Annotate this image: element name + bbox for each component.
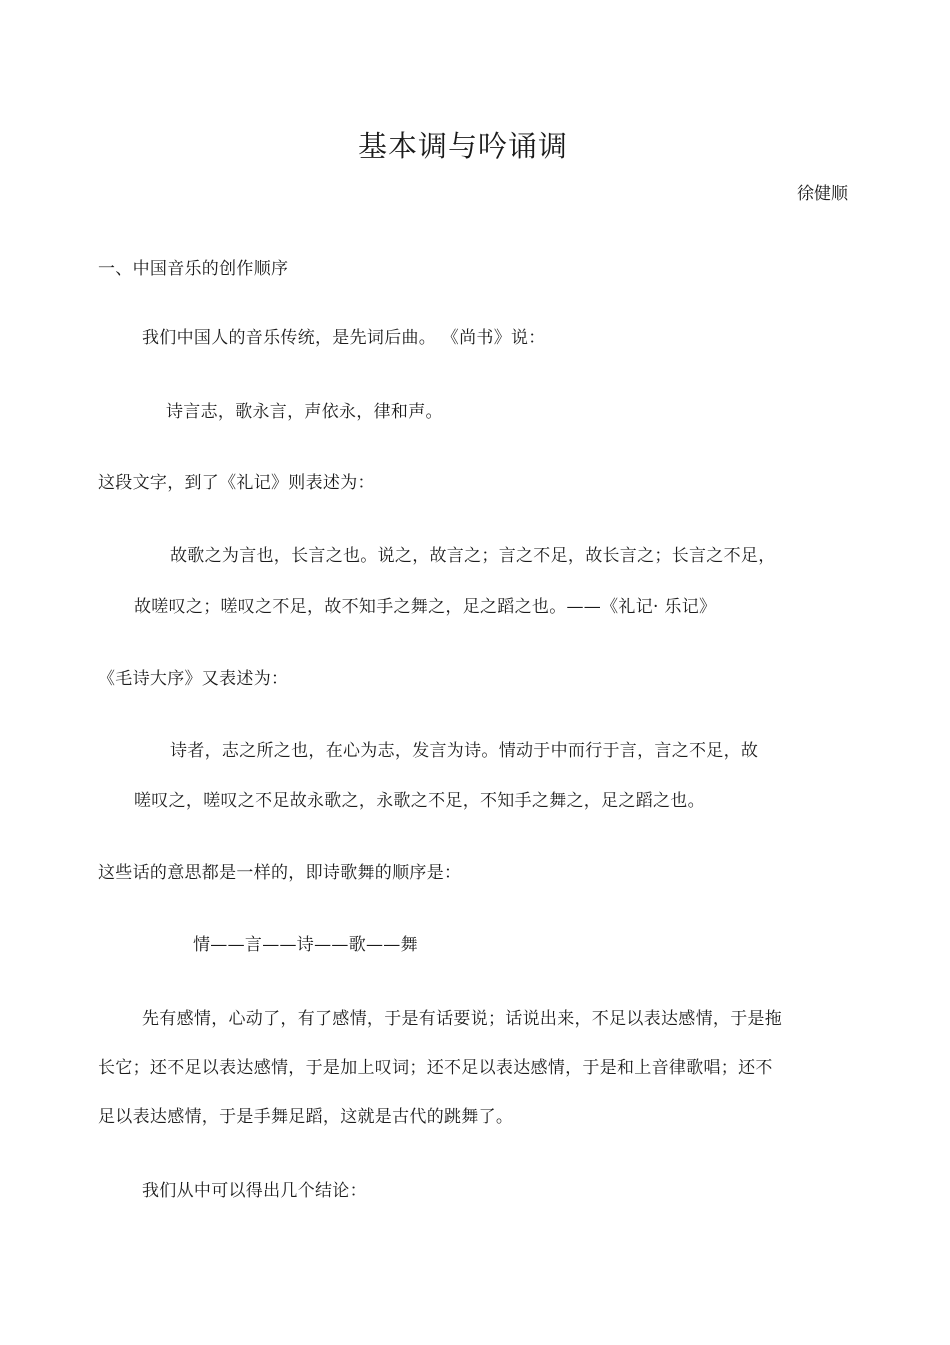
sequence-line: 情——言——诗——歌——舞 <box>193 935 418 955</box>
quote-2-line-1: 故歌之为言也，长言之也。说之，故言之；言之不足，故长言之；长言之不足， <box>170 546 776 566</box>
section-heading: 一、中国音乐的创作顺序 <box>98 259 289 279</box>
author-name: 徐健顺 <box>797 184 848 204</box>
document-title: 基本调与吟诵调 <box>357 129 568 163</box>
paragraph-3: 《毛诗大序》又表述为： <box>98 669 289 689</box>
paragraph-1: 我们中国人的音乐传统，是先词后曲。 《尚书》说： <box>142 328 546 348</box>
paragraph-6: 我们从中可以得出几个结论： <box>142 1181 367 1201</box>
paragraph-5-line-1: 先有感情，心动了，有了感情，于是有话要说；话说出来，不足以表达感情，于是拖 <box>142 1009 783 1029</box>
quote-2-line-2: 故嗟叹之；嗟叹之不足，故不知手之舞之，足之蹈之也。——《礼记· 乐记》 <box>134 597 717 617</box>
paragraph-5-line-2: 长它；还不足以表达感情，于是加上叹词；还不足以表达感情，于是和上音律歌唱；还不 <box>98 1058 773 1078</box>
paragraph-4: 这些话的意思都是一样的，即诗歌舞的顺序是： <box>98 863 462 883</box>
paragraph-5-line-3: 足以表达感情，于是手舞足蹈，这就是古代的跳舞了。 <box>98 1107 514 1127</box>
quote-3-line-2: 嗟叹之，嗟叹之不足故永歌之，永歌之不足，不知手之舞之，足之蹈之也。 <box>134 791 705 811</box>
paragraph-2: 这段文字，到了《礼记》则表述为： <box>98 473 375 493</box>
quote-3-line-1: 诗者，志之所之也，在心为志，发言为诗。情动于中而行于言，言之不足，故 <box>170 741 759 761</box>
quote-1: 诗言志，歌永言，声依永，律和声。 <box>166 402 443 422</box>
